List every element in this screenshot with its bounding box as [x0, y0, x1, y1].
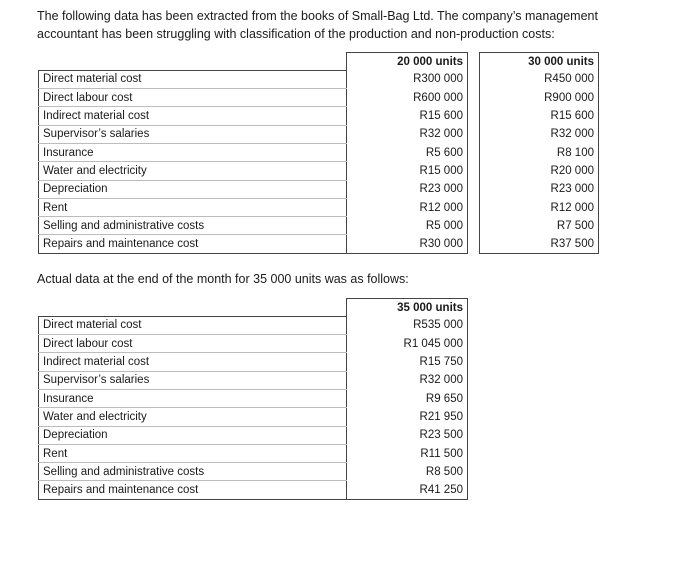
table-row	[39, 408, 468, 426]
table-row	[39, 198, 599, 216]
cost-value: R12 000	[347, 198, 468, 216]
cost-item-label: Depreciation	[39, 180, 347, 198]
cost-value: R11 500	[347, 444, 468, 462]
table-row	[39, 444, 468, 462]
cost-value: R600 000	[347, 89, 468, 107]
cost-item-label: Selling and administrative costs	[39, 217, 347, 235]
cost-value: R535 000	[347, 316, 468, 334]
actual-data-caption: Actual data at the end of the month for 35 000 units was as follows:	[37, 272, 409, 286]
cost-item-label: Insurance	[39, 143, 347, 161]
table-row	[39, 316, 468, 334]
cost-item-label: Direct labour cost	[39, 335, 347, 353]
cost-value: R23 000	[347, 180, 468, 198]
cost-value: R7 500	[480, 217, 599, 235]
table-row	[39, 335, 468, 353]
cost-value: R8 100	[480, 143, 599, 161]
table-row	[39, 426, 468, 444]
cost-value: R900 000	[480, 89, 599, 107]
cost-value: R12 000	[480, 198, 599, 216]
cost-item-label: Repairs and maintenance cost	[39, 235, 347, 253]
cost-value: R8 500	[347, 463, 468, 481]
cost-item-label: Direct material cost	[39, 70, 347, 88]
table-row	[39, 162, 599, 180]
cost-item-label: Insurance	[39, 389, 347, 407]
column-header-35000-units: 35 000 units	[347, 299, 468, 317]
table-row	[39, 143, 599, 161]
table-row	[39, 70, 599, 88]
cost-item-label: Direct labour cost	[39, 89, 347, 107]
cost-value: R32 000	[480, 125, 599, 143]
cost-item-label: Rent	[39, 198, 347, 216]
column-header-30000-units: 30 000 units	[480, 53, 599, 71]
cost-value: R15 000	[347, 162, 468, 180]
cost-value: R450 000	[480, 70, 599, 88]
cost-item-label: Direct material cost	[39, 316, 347, 334]
cost-value: R30 000	[347, 235, 468, 253]
table-row	[39, 89, 599, 107]
cost-value: R23 500	[347, 426, 468, 444]
cost-item-label: Selling and administrative costs	[39, 463, 347, 481]
cost-item-label: Supervisor’s salaries	[39, 371, 347, 389]
cost-value: R41 250	[347, 481, 468, 499]
actual-cost-table	[38, 298, 468, 500]
cost-item-label: Indirect material cost	[39, 107, 347, 125]
cost-value: R23 000	[480, 180, 599, 198]
cost-value: R20 000	[480, 162, 599, 180]
cost-value: R1 045 000	[347, 335, 468, 353]
table-row	[39, 463, 468, 481]
actual-cost-rows	[39, 316, 468, 499]
cost-item-label: Water and electricity	[39, 408, 347, 426]
table-row	[39, 371, 468, 389]
table-row	[39, 107, 599, 125]
column-header-20000-units: 20 000 units	[347, 53, 468, 71]
intro-paragraph: The following data has been extracted from the books of Small-Bag Ltd. The company’s management accountant has been struggling with classification of the production and non-production costs:	[37, 9, 598, 41]
cost-value: R21 950	[347, 408, 468, 426]
cost-item-label: Supervisor’s salaries	[39, 125, 347, 143]
cost-value: R9 650	[347, 389, 468, 407]
table-row	[39, 235, 599, 253]
budget-cost-table	[38, 52, 599, 254]
cost-value: R300 000	[347, 70, 468, 88]
cost-value: R32 000	[347, 371, 468, 389]
table-row	[39, 389, 468, 407]
cost-value: R15 600	[480, 107, 599, 125]
cost-value: R37 500	[480, 235, 599, 253]
cost-item-label: Water and electricity	[39, 162, 347, 180]
table-row	[39, 353, 468, 371]
cost-value: R5 000	[347, 217, 468, 235]
table-row	[39, 217, 599, 235]
cost-item-label: Indirect material cost	[39, 353, 347, 371]
cost-item-label: Depreciation	[39, 426, 347, 444]
cost-value: R32 000	[347, 125, 468, 143]
table-row	[39, 125, 599, 143]
budget-cost-rows	[39, 70, 599, 253]
table-row	[39, 481, 468, 499]
cost-item-label: Rent	[39, 444, 347, 462]
cost-item-label: Repairs and maintenance cost	[39, 481, 347, 499]
cost-value: R5 600	[347, 143, 468, 161]
cost-value: R15 750	[347, 353, 468, 371]
cost-value: R15 600	[347, 107, 468, 125]
table-row	[39, 180, 599, 198]
